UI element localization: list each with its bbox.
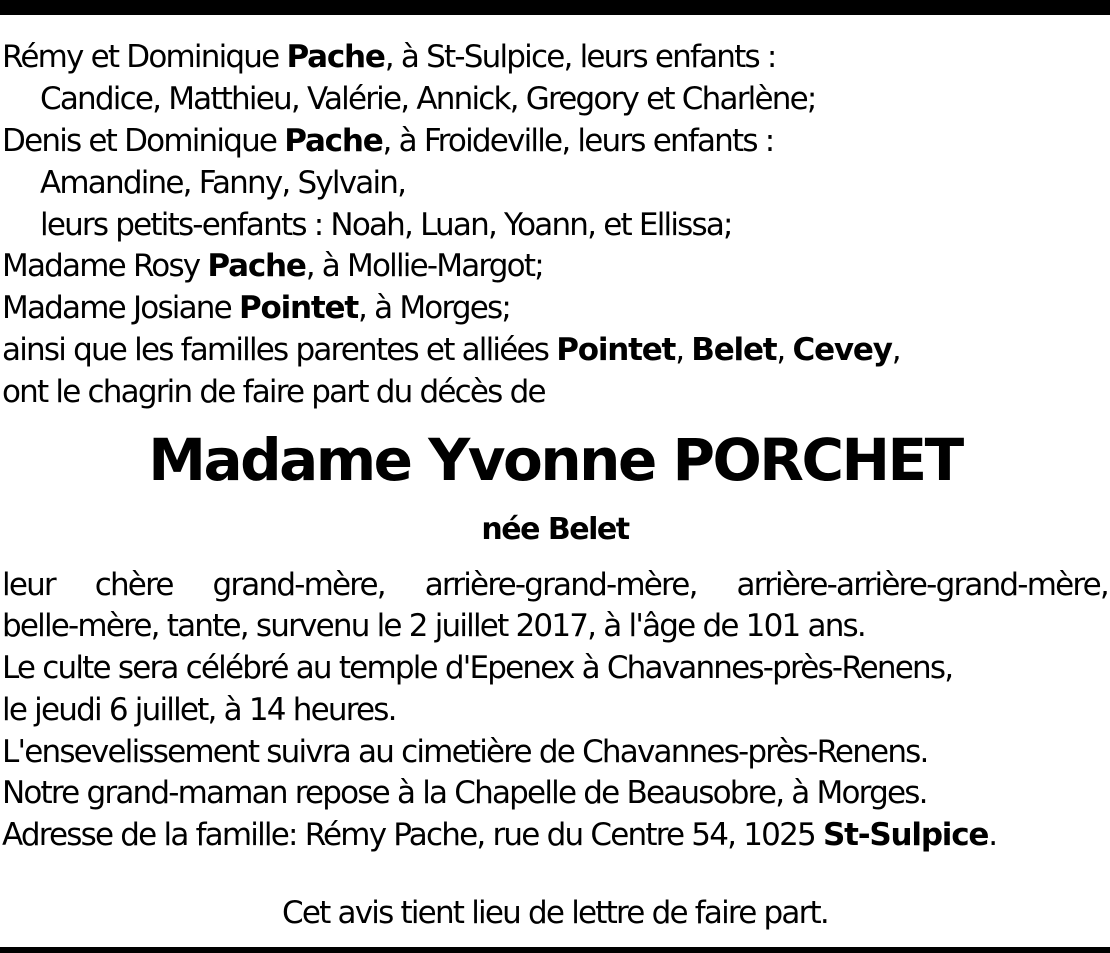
family-text: Madame Rosy bbox=[2, 248, 208, 284]
family-line-1 bbox=[2, 36, 776, 78]
family-line-9: ont le chagrin de faire part du décès de bbox=[2, 374, 545, 410]
details-line-5: L'ensevelissement suivra au cimetière de Chavannes-près-Renens. bbox=[2, 734, 928, 770]
family-surname: Belet bbox=[691, 332, 777, 368]
family-text: ainsi que les familles parentes et alliées bbox=[2, 332, 557, 368]
details-line-4: le jeudi 6 juillet, à 14 heures. bbox=[2, 692, 396, 728]
family-line-7 bbox=[2, 287, 510, 329]
family-text: , bbox=[675, 332, 692, 368]
family-line-2: Candice, Matthieu, Valérie, Annick, Gregory et Charlène; bbox=[40, 81, 816, 117]
family-surname: Pointet bbox=[239, 290, 358, 326]
details-word: arrière-arrière-grand-mère, bbox=[736, 567, 1108, 603]
details-word: arrière-grand-mère, bbox=[424, 567, 697, 603]
deceased-name: Madame Yvonne PORCHET bbox=[148, 426, 962, 494]
family-text: , bbox=[891, 332, 900, 368]
family-line-5: leurs petits-enfants : Noah, Luan, Yoann, et Ellissa; bbox=[40, 207, 732, 243]
family-text: , à St-Sulpice, leurs enfants : bbox=[384, 39, 776, 75]
details-place: St-Sulpice bbox=[822, 817, 989, 853]
details-word: grand-mère, bbox=[212, 567, 385, 603]
family-surname: Pache bbox=[284, 123, 383, 159]
family-text: , bbox=[776, 332, 793, 368]
details-line-1 bbox=[2, 564, 1108, 606]
details-text: Adresse de la famille: Rémy Pache, rue du Centre 54, 1025 bbox=[2, 817, 823, 853]
family-text: , à Morges; bbox=[357, 290, 511, 326]
family-line-6 bbox=[2, 245, 543, 287]
bottom-rule bbox=[0, 947, 1110, 953]
family-surname: Pache bbox=[207, 248, 306, 284]
details-word: chère bbox=[94, 567, 173, 603]
top-rule bbox=[0, 0, 1110, 15]
family-line-8 bbox=[2, 329, 900, 371]
family-surname: Pointet bbox=[556, 332, 676, 368]
details-word: leur bbox=[2, 567, 55, 603]
family-text: Denis et Dominique bbox=[2, 123, 285, 159]
deceased-maiden-name: née Belet bbox=[481, 512, 629, 547]
family-text: Rémy et Dominique bbox=[2, 39, 287, 75]
details-text: . bbox=[988, 817, 997, 853]
family-line-3 bbox=[2, 120, 773, 162]
details-line-2: belle-mère, tante, survenu le 2 juillet 2017, à l'âge de 101 ans. bbox=[2, 608, 865, 644]
family-surname: Cevey bbox=[792, 332, 892, 368]
family-text: , à Froideville, leurs enfants : bbox=[382, 123, 774, 159]
details-line-3: Le culte sera célébré au temple d'Epenex à Chavannes-près-Renens, bbox=[2, 650, 953, 686]
footer-note: Cet avis tient lieu de lettre de faire part. bbox=[282, 895, 828, 931]
family-text: Madame Josiane bbox=[2, 290, 239, 326]
family-text: , à Mollie-Margot; bbox=[305, 248, 543, 284]
details-line-6: Notre grand-maman repose à la Chapelle de Beausobre, à Morges. bbox=[2, 775, 927, 811]
family-surname: Pache bbox=[286, 39, 385, 75]
details-line-7 bbox=[2, 814, 996, 856]
family-line-4: Amandine, Fanny, Sylvain, bbox=[40, 165, 406, 201]
